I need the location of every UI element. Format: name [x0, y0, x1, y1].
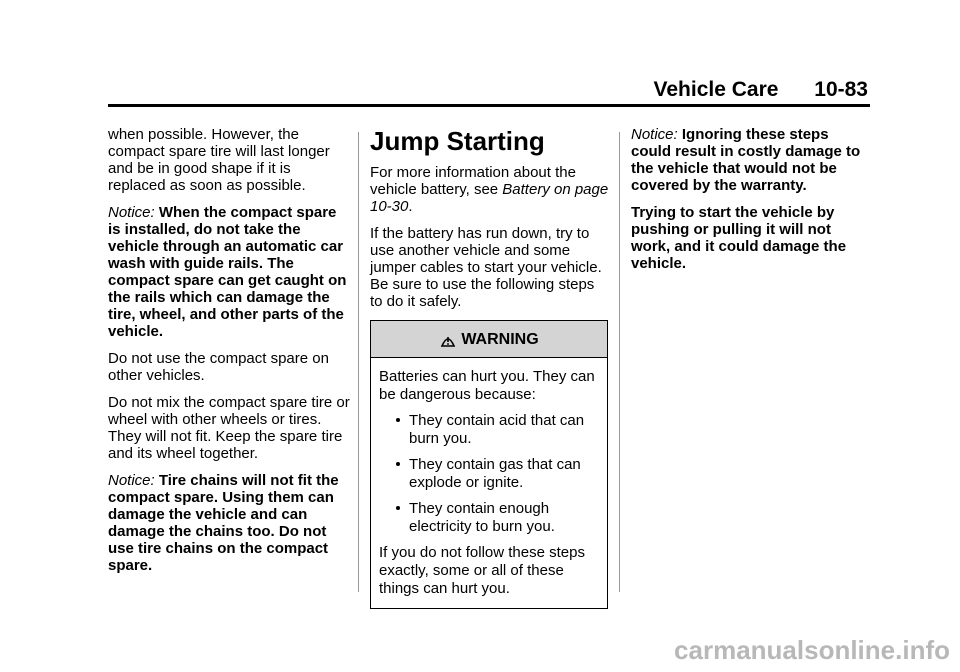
warning-box	[370, 320, 608, 609]
warning-body	[371, 358, 607, 608]
list-item-text: They contain gas that can explode or ignite.	[409, 456, 581, 491]
column-divider-1	[358, 132, 359, 592]
warning-closing: If you do not follow these steps exactly, some or all of these things can hurt you.	[379, 544, 585, 597]
column-3	[631, 126, 863, 282]
paragraph: Do not use the compact spare on other vehicles.	[108, 350, 329, 384]
notice-label: Notice:	[631, 126, 678, 143]
caution-icon	[439, 330, 457, 348]
header-rule	[108, 104, 870, 107]
list-item	[379, 412, 599, 448]
bullet-icon	[396, 506, 400, 510]
paragraph: If the battery has run down, try to use another vehicle and some jumper cables to start your vehicle. Be sure to use the following steps to do it safely.	[370, 225, 602, 310]
cross-reference-link[interactable]: Battery on page 10-30	[370, 181, 609, 215]
paragraph	[370, 164, 610, 215]
list-item-text: They contain acid that can burn you.	[409, 412, 585, 447]
watermark: carmanualsonline.info	[674, 635, 950, 665]
notice-label: Notice:	[108, 472, 155, 489]
column-1	[108, 126, 352, 584]
bullet-icon	[396, 462, 400, 466]
page-number: 10-83	[814, 78, 868, 101]
section-title: Vehicle Care	[653, 78, 779, 101]
paragraph: Trying to start the vehicle by pushing or pulling it will not work, and it could damage the vehicle.	[631, 204, 847, 272]
bullet-icon	[396, 418, 400, 422]
notice-label: Notice:	[108, 204, 155, 221]
warning-label: WARNING	[461, 330, 539, 348]
list-item	[379, 456, 599, 492]
column-2	[370, 126, 610, 609]
section-heading: Jump Starting	[370, 126, 545, 156]
notice-paragraph	[631, 126, 863, 194]
notice-paragraph	[108, 472, 352, 574]
list-item	[379, 500, 599, 536]
warning-header	[371, 321, 607, 358]
warning-list	[379, 412, 599, 536]
text-fragment: .	[408, 198, 413, 215]
paragraph: when possible. However, the compact spare tire will last longer and be in good shape if it is replaced as soon as possible.	[108, 126, 330, 194]
paragraph: Do not mix the compact spare tire or wheel with other wheels or tires. They will not fit. Keep the spare tire and its wheel together.	[108, 394, 350, 462]
page-header	[654, 78, 868, 102]
notice-text: Ignoring these steps could result in costly damage to the vehicle that would not be covered by the warranty.	[631, 126, 861, 194]
notice-text: When the compact spare is installed, do not take the vehicle through an automatic car wash with guide rails. The compact spare can get caught on the rails which can damage the tire, wheel, and other parts of the vehicle.	[108, 204, 347, 340]
notice-text: Tire chains will not fit the compact spare. Using them can damage the vehicle and can damage the chains too. Do not use tire chains on the compact spare.	[108, 472, 339, 574]
text-fragment: For more information about the vehicle battery, see	[370, 164, 576, 198]
notice-paragraph	[108, 204, 352, 340]
warning-intro: Batteries can hurt you. They can be dangerous because:	[379, 368, 595, 403]
list-item-text: They contain enough electricity to burn you.	[409, 500, 555, 535]
column-divider-2	[619, 132, 620, 592]
